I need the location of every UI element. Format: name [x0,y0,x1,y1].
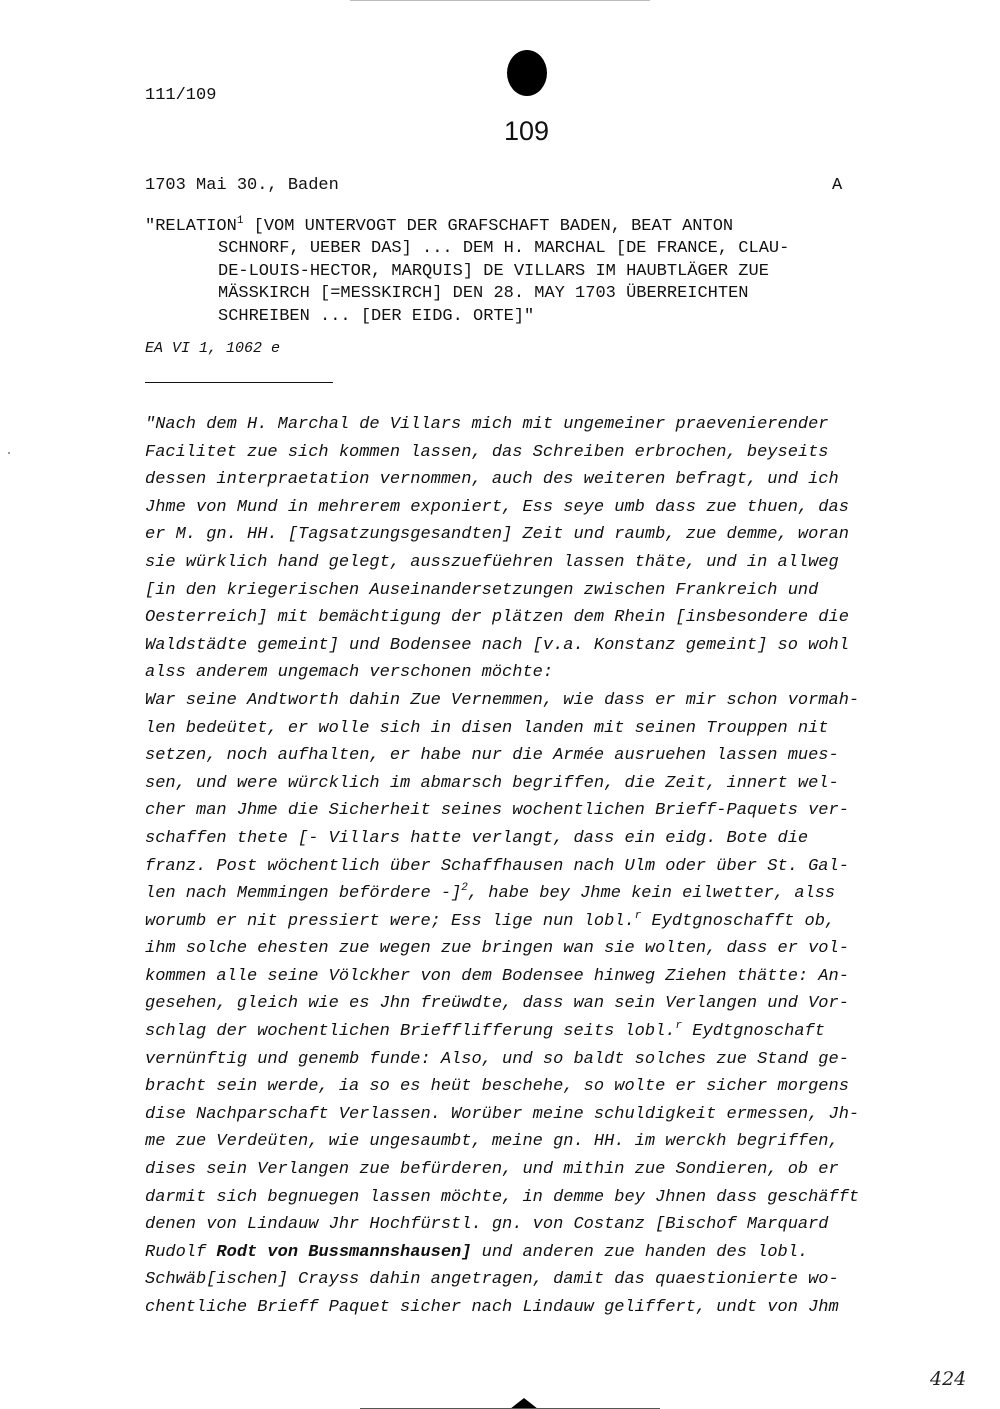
superscript-r: r [675,1020,683,1033]
body-line: setzen, noch aufhalten, er habe nur die Armée ausruehen lassen mues- [145,746,839,766]
body-line: Schwäb[ischen] Crayss dahin angetragen, damit das quaestionierte wo- [145,1270,839,1290]
body-line: dessen interpraetation vernommen, auch des weiteren befragt, und ich [145,470,839,490]
body-line: Waldstädte gemeint] und Bodensee nach [v.a. Konstanz gemeint] so wohl [145,635,849,655]
body-line: kommen alle seine Völckher von dem Bodensee hinweg Ziehen thätte: An- [145,966,849,986]
body-line: War seine Andtworth dahin Zue Vernemmen, wie dass er mir schon vormah- [145,690,860,710]
title-line-3: DE-LOUIS-HECTOR, MARQUIS] DE VILLARS IM HAUBTLÄGER ZUE [218,261,769,281]
body-line-cont: Eydtgnoschaft [682,1022,825,1042]
source-citation: EA VI 1, 1062 e [145,340,281,357]
top-edge-line [350,0,650,1]
entry-letter: A [832,176,843,195]
body-line: vernünftig und genemb funde: Also, und so baldt solches zue Stand ge- [145,1049,849,1069]
title-line-1-start: "RELATION [145,217,237,236]
body-line: schaffen thete [- Villars hatte verlangt, dass ein eidg. Bote die [145,828,809,848]
punch-hole-dot [507,50,547,96]
body-line: Rudolf [145,1242,217,1262]
body-line-cont: und anderen zue handen des lobl. [471,1242,809,1262]
body-line: schlag der wochentlichen Briefflifferung seits lobl. [145,1022,676,1042]
title-line-1-end: [VOM UNTERVOGT DER GRAFSCHAFT BADEN, BEAT ANTON [243,217,734,236]
separator-rule [145,382,333,383]
body-line: Oesterreich] mit bemächtigung der plätzen dem Rhein [insbesondere die [145,608,849,628]
body-line: dises sein Verlangen zue befürderen, und mithin zue Sondieren, ob er [145,1160,839,1180]
title-line-4: MÄSSKIRCH [=MESSKIRCH] DEN 28. MAY 1703 ÜBERREICHTEN [218,284,749,304]
body-line: bracht sein werde, ia so es heüt beschehe, so wolte er sicher morgens [145,1077,849,1097]
page-number: 109 [504,116,550,146]
letter-body [145,411,859,1322]
body-line: er M. gn. HH. [Tagsatzungsgesandten] Zeit und raumb, zue demme, woran [145,525,849,545]
entry-title [145,216,789,328]
body-line: len nach Memmingen befördere -] [145,884,462,904]
body-line: ihm solche ehesten zue wegen zue bringen wan sie wolten, dass er vol- [145,939,849,959]
bold-name: Rodt von Bussmannshausen] [216,1242,472,1262]
body-line: alss anderem ungemach verschonen möchte: [145,663,554,683]
body-line: dise Nachparschaft Verlassen. Worüber meine schuldigkeit ermessen, Jh- [145,1104,860,1124]
body-line: cher man Jhme die Sicherheit seines wochentlichen Brieff-Paquets ver- [145,801,849,821]
body-line: [in den kriegerischen Auseinandersetzungen zwischen Frankreich und [145,580,819,600]
body-line: darmit sich begnuegen lassen möchte, in demme bey Jhnen dass geschäfft [145,1187,860,1207]
title-line-5: SCHREIBEN ... [DER EIDG. ORTE]" [218,306,535,326]
body-line: Jhme von Mund in mehrerem exponiert, Ess seye umb dass zue thuen, das [145,497,849,517]
body-line: worumb er nit pressiert were; Ess lige nun lobl. [145,911,635,931]
body-line-cont: , habe bey Jhme kein eilwetter, alss [467,884,836,904]
body-line: denen von Lindauw Jhr Hochfürstl. gn. von Costanz [Bischof Marquard [145,1215,829,1235]
superscript-r: r [634,909,642,922]
body-line: franz. Post wöchentlich über Schaffhausen nach Ulm oder über St. Gal- [145,856,849,876]
footnote-mark-2: 2 [461,882,468,895]
date-place: 1703 Mai 30., Baden [145,176,339,195]
title-line-2: SCHNORF, UEBER DAS] ... DEM H. MARCHAL [DE FRANCE, CLAU- [218,239,790,259]
document-reference: 111/109 [145,86,217,105]
title-footnote-mark: 1 [236,215,244,227]
body-line: len bedeütet, er wolle sich in disen landen mit seinen Trouppen nit [145,718,829,738]
body-line: "Nach dem H. Marchal de Villars mich mit ungemeiner praevenierender [145,415,829,434]
body-line: gesehen, gleich wie es Jhn freüwdte, dass wan sein Verlangen und Vor- [145,994,849,1014]
handwritten-folio-number: 424 [930,1368,967,1390]
body-line: Facilitet zue sich kommen lassen, das Schreiben erbrochen, beyseits [145,442,829,462]
body-line: sie würklich hand gelegt, ausszuefüehren lassen thäte, und in allweg [145,552,839,572]
body-line-cont: Eydtgnoschafft ob, [641,911,836,931]
body-line: sen, und were würcklich im abmarsch begriffen, die Zeit, innert wel- [145,773,839,793]
body-line: chentliche Brieff Paquet sicher nach Lindauw geliffert, undt von Jhm [145,1298,839,1317]
scan-speck [8,452,10,454]
body-line: me zue Verdeüten, wie ungesaumbt, meine gn. HH. im werckh begriffen, [145,1132,839,1152]
